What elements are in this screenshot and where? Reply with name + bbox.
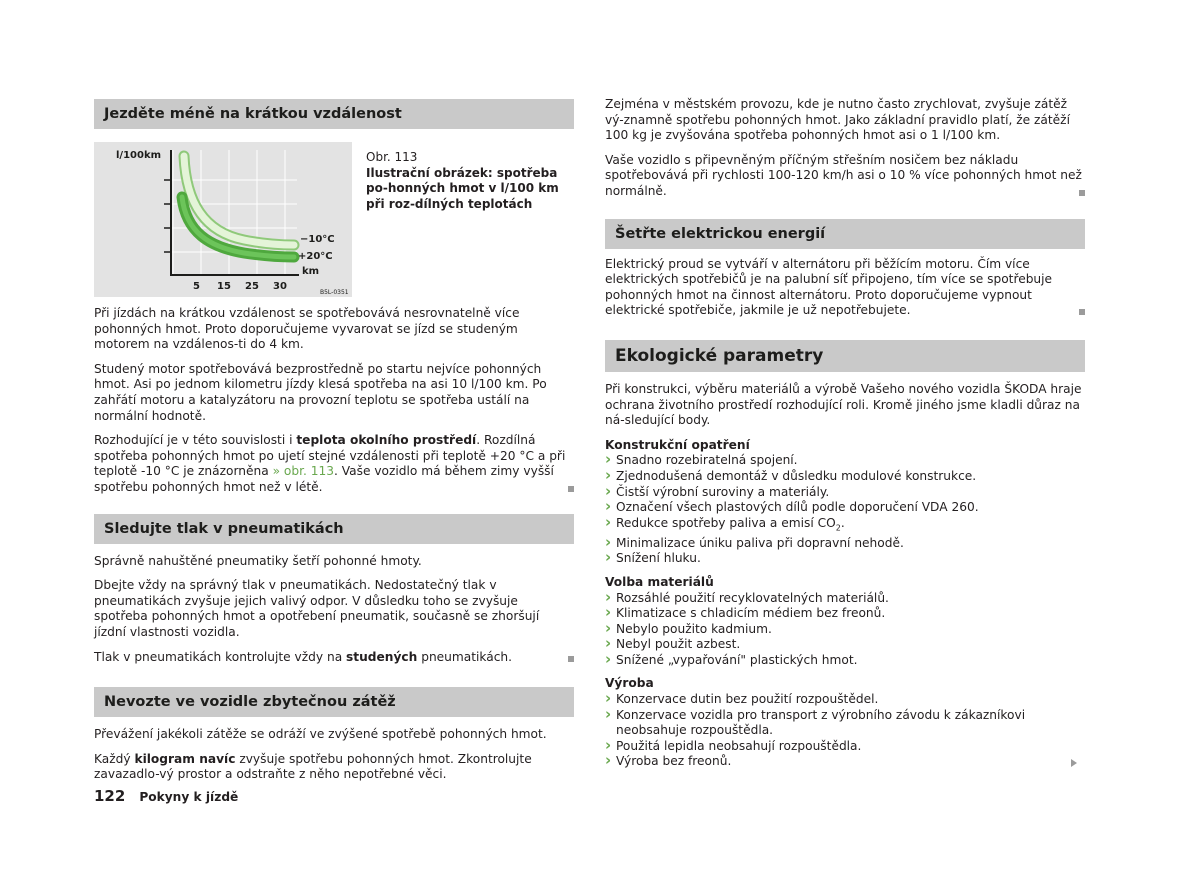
section-heading-tyre-pressure: Sledujte tlak v pneumatikách (94, 514, 574, 544)
list-item: › Nebyl použit azbest. (605, 637, 1085, 653)
end-marker-icon (568, 486, 574, 492)
consumption-curves-svg (94, 142, 352, 297)
paragraph-city-traffic: Zejména v městském provozu, kde je nutno často zrychlovat, zvyšuje zátěž vý-znamně spotřebu pohonných hmot. Jako základní pravidlo platí, že zátěží 100 kg je zvyšována spotřeba pohonných hmot asi o 1 l/100 km. (605, 97, 1070, 143)
list-item: › Konzervace vozidla pro transport z výrobního závodu k zákazníkovi neobsahuje rozpouštědla. (605, 708, 1085, 739)
list-item: › Rozsáhlé použití recyklovatelných materiálů. (605, 591, 1085, 607)
legend-minus-10: −10°C (300, 234, 335, 245)
list-item: › Redukce spotřeby paliva a emisí $CO_2$. (605, 516, 1085, 536)
page-footer (94, 787, 238, 805)
continue-arrow-icon (1071, 759, 1077, 767)
subheading-construction: Konstrukční opatření (605, 437, 750, 452)
section-heading-electric-energy: Šetřte elektrickou energií (605, 219, 1085, 249)
section-heading-ecology: Ekologické parametry (605, 340, 1085, 372)
list-production (605, 692, 1085, 770)
paragraph-cold-tyres: Tlak v pneumatikách kontrolujte vždy na studených pneumatikách. (94, 650, 574, 666)
list-item: › Použitá lepidla neobsahují rozpouštědla. (605, 739, 1085, 755)
paragraph-temperature: Rozhodující je v této souvislosti i teplota okolního prostředí. Rozdílná spotřeba pohonných hmot po ujetí stejné vzdálenosti při teplotě +20 °C a při teplotě -10 °C je znázorněna » obr. 113. Vaše vozidlo má během zimy vyšší spotřebu pohonných hmot než v létě. (94, 433, 574, 495)
y-axis-label: l/100km (116, 150, 162, 161)
paragraph-short-trips: Při jízdách na krátkou vzdálenost se spotřebovává nesrovnatelně více pohonných hmot. Proto doporučujeme vyvarovat se jízd se studeným motorem na vzdálenos-ti do 4 km. (94, 306, 520, 352)
list-item: › Snížené „vypařování" plastických hmot. (605, 653, 1085, 669)
figure-number: Obr. 113 (366, 150, 418, 164)
image-code: B5L-0351 (320, 289, 349, 296)
end-marker-icon (568, 656, 574, 662)
paragraph-tyre-pressure: Dbejte vždy na správný tlak v pneumatikách. Nedostatečný tlak v pneumatikách zvyšuje jejich valivý odpor. V důsledku toho se zvyšuje spotřeba pohonných hmot a opotřebení pneumatik, současně se zhoršují jízdní vlastnosti vozidla. (94, 578, 540, 639)
subheading-materials: Volba materiálů (605, 574, 714, 589)
subheading-production: Výroba (605, 676, 654, 691)
section-heading-short-trips: Jezděte méně na krátkou vzdálenost (94, 99, 574, 129)
right-column (605, 97, 1085, 770)
list-item: › Označení všech plastových dílů podle doporučení VDA 260. (605, 500, 1085, 516)
list-item: › Minimalizace úniku paliva při dopravní nehodě. (605, 536, 1085, 552)
end-marker-icon (1079, 190, 1085, 196)
x-tick-15: 15 (217, 281, 231, 292)
list-item: › Nebylo použito kadmium. (605, 622, 1085, 638)
paragraph-alternator: Elektrický proud se vytváří v alternátoru při běžícím motoru. Čím více elektrických spotřebičů je na palubní síť připojeno, tím více se spotřebuje pohonných hmot na činnost alternátoru. Proto doporučujeme vypnout elektrické spotřebiče, jakmile je už nepotřebujete. (605, 257, 1085, 319)
legend-plus-20: +20°C (298, 251, 333, 262)
paragraph-roof-rack: Vaše vozidlo s připevněným příčným střešním nosičem bez nákladu spotřebovává při rychlosti 100-120 km/h asi o 10 % více pohonných hmot než normálně. (605, 153, 1085, 200)
list-item: › Snadno rozebiratelná spojení. (605, 453, 1085, 469)
figure-113 (94, 142, 574, 297)
list-item: › Konzervace dutin bez použití rozpouštědel. (605, 692, 1085, 708)
paragraph-load: Převážení jakékoli zátěže se odráží ve zvýšené spotřebě pohonných hmot. (94, 727, 547, 742)
list-item: › Zjednodušená demontáž v důsledku modulové konstrukce. (605, 469, 1085, 485)
list-item: › Výroba bez freonů. (605, 754, 1085, 770)
section-heading-load: Nevozte ve vozidle zbytečnou zátěž (94, 687, 574, 717)
figure-caption (366, 150, 566, 212)
list-item: › Klimatizace s chladicím médiem bez freonů. (605, 606, 1085, 622)
fuel-consumption-illustration (94, 142, 352, 297)
paragraph-extra-kilogram: Každý kilogram navíc zvyšuje spotřebu pohonných hmot. Zkontrolujte zavazadlo-vý prostor a odstraňte z něho nepotřebné věci. (94, 751, 532, 782)
paragraph-tyres-inflated: Správně nahuštěné pneumatiky šetří pohonné hmoty. (94, 553, 422, 568)
list-item: › Čistší výrobní suroviny a materiály. (605, 485, 1085, 501)
list-construction (605, 453, 1085, 567)
figure-caption-text: Ilustrační obrázek: spotřeba po-honných hmot v l/100 km při roz-dílných teplotách (366, 165, 559, 211)
x-tick-5: 5 (193, 281, 200, 292)
paragraph-cold-engine: Studený motor spotřebovává bezprostředně po startu nejvíce pohonných hmot. Asi po jednom kilometru jízdy klesá spotřeba na asi 10 l/100 km. Po zahřátí motoru a katalyzátoru na provozní teplotu se spotřeba ustálí na normální hodnotě. (94, 361, 547, 423)
figure-link[interactable]: » obr. 113 (272, 464, 334, 479)
x-tick-25: 25 (245, 281, 259, 292)
paragraph-ecology-intro: Při konstrukci, výběru materiálů a výrobě Vašeho nového vozidla ŠKODA hraje ochrana životního prostředí rozhodující roli. Kromě jiného jsme kladli důraz na ná-sledující body. (605, 381, 1082, 428)
end-marker-icon (1079, 309, 1085, 315)
x-tick-30: 30 (273, 281, 287, 292)
left-column (94, 99, 574, 783)
page-number: 122 (94, 787, 126, 805)
x-unit-label: km (302, 266, 320, 277)
list-materials (605, 591, 1085, 669)
list-item: › Snížení hluku. (605, 551, 1085, 567)
chapter-title: Pokyny k jízdě (139, 790, 239, 804)
